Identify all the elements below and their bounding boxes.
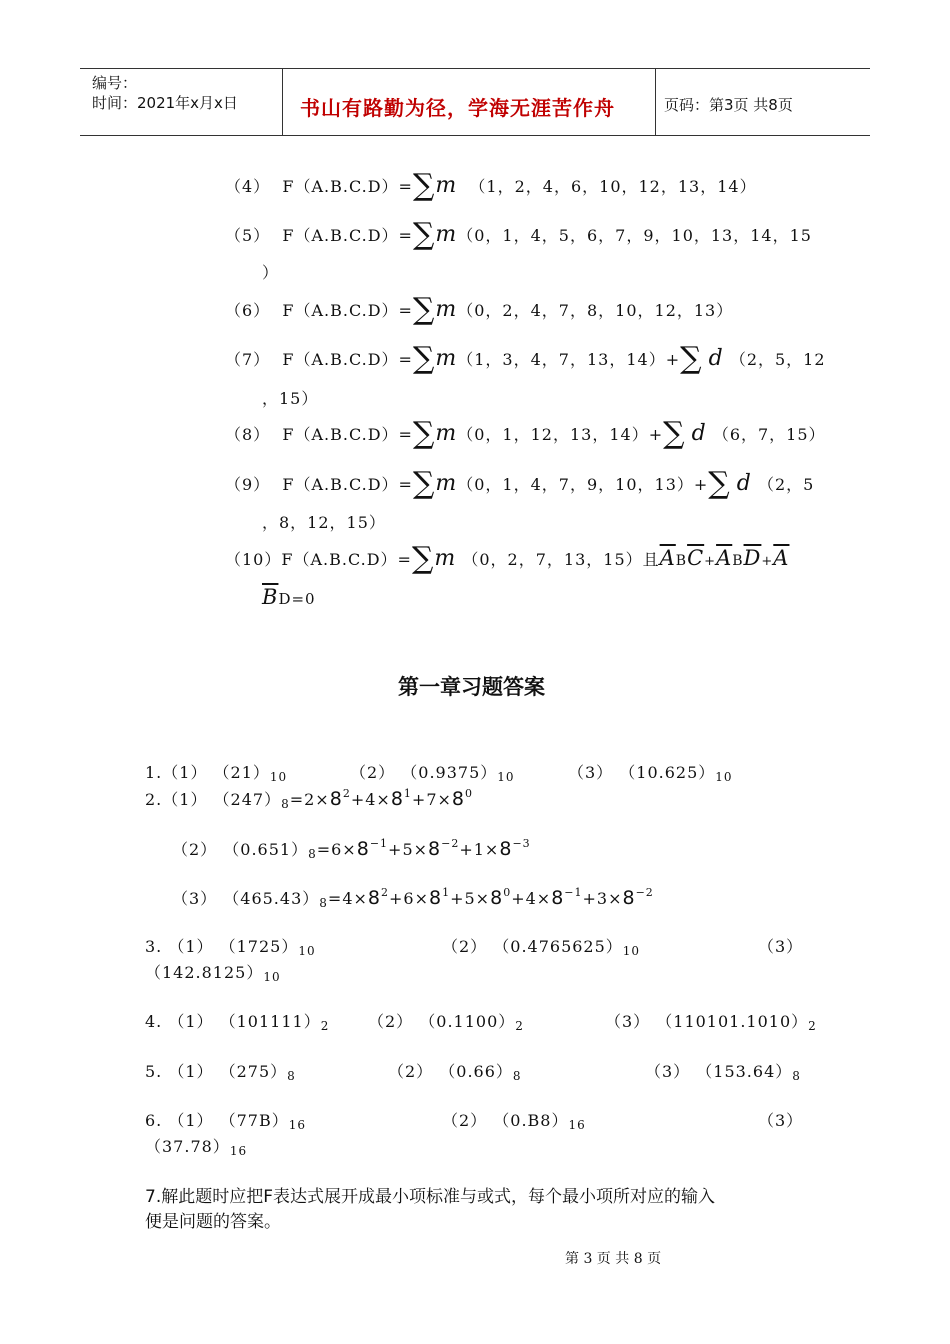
answer-6: 6. （1） $(77B)_{16}$ xyxy=(145,1111,307,1132)
sum-symbol-icon: ∑ xyxy=(680,341,703,376)
answer-6-part-3: （3） xyxy=(758,1111,804,1130)
expression-6: （6） F（A.B.C.D）=∑m（0，2，4，7，8，10，12，13） xyxy=(225,292,734,327)
answer-5-part-3: （3） $(153.64)_8$ xyxy=(645,1062,801,1083)
header-page-info: 页码：第3页 共8页 xyxy=(664,96,793,114)
sum-symbol-icon: ∑ xyxy=(411,541,435,576)
answer-2-part-1: 2.（1） $(247)_8=2\times 8^2+4\times 8^1+7\times 8^0$ xyxy=(145,787,473,811)
expression-7: （7） F（A.B.C.D）=∑m（1，3，4，7，13，14）+∑ d （2，5，12 xyxy=(225,341,826,376)
answer-4: 4. （1） $(101111)_2$ xyxy=(145,1012,330,1033)
answer-5: 5. （1） $(275)_8$ xyxy=(145,1062,296,1083)
sum-symbol-icon: ∑ xyxy=(412,217,436,252)
answer-3: 3. （1） $(1725)_{10}$ xyxy=(145,937,316,958)
answer-7-line-1: 7.解此题时应把F表达式展开成最小项标准与或式，每个最小项所对应的输入 xyxy=(145,1187,715,1207)
sum-symbol-icon: ∑ xyxy=(412,292,436,327)
answer-6-part-2: （2） $(0.B8)_{16}$ xyxy=(442,1111,586,1132)
expression-9-continuation: ，8，12，15） xyxy=(262,513,386,532)
page-footer: 第 3 页 共 8 页 xyxy=(565,1251,662,1267)
answer-3-part-3: （3） xyxy=(758,937,804,956)
document-date: 时间：2021年x月x日 xyxy=(92,94,238,112)
answer-3-part-2: （2） $(0.4765625)_{10}$ xyxy=(442,937,641,958)
answer-3-part-3-value: $(142.8125)_{10}$ xyxy=(145,963,281,984)
expression-10: （10）F（A.B.C.D）=∑m （0，2，7，13，15）且$\overline{A}B\overline{C}+\overline{A}B\overline{D}+\overline{A}$ xyxy=(225,541,790,576)
sum-symbol-icon: ∑ xyxy=(708,466,731,501)
expression-9: （9） F（A.B.C.D）=∑m（0，1，4，7，9，10，13）+∑ d （2，5 xyxy=(225,466,815,501)
answer-4-part-3: （3） $(110101.1010)_2$ xyxy=(605,1012,817,1033)
answer-1-part-3: （3） $(10.625)_{10}$ xyxy=(568,763,733,784)
answer-5-part-2: （2） $(0.66)_8$ xyxy=(388,1062,522,1083)
answer-4-part-2: （2） $(0.1100)_2$ xyxy=(368,1012,524,1033)
expression-4: （4） F（A.B.C.D）=∑m （1，2，4，6，10，12，13，14） xyxy=(225,168,757,203)
answer-6-part-3-value: $(37.78)_{16}$ xyxy=(145,1137,248,1158)
section-title: 第一章习题答案 xyxy=(398,675,545,699)
answer-7-line-2: 便是问题的答案。 xyxy=(145,1212,281,1232)
expression-8: （8） F（A.B.C.D）=∑m（0，1，12，13，14）+∑ d （6，7，15） xyxy=(225,416,826,451)
document-number-label: 编号： xyxy=(92,74,138,92)
expression-7-continuation: ，15） xyxy=(262,389,319,408)
header-motto: 书山有路勤为径，学海无涯苦作舟 xyxy=(300,96,615,120)
answer-2-part-3: （3） $(465.43)_8=4\times 8^2+6\times 8^1+5\times 8^0+4\times 8^{-1}+3\times 8^{-2}$ xyxy=(172,886,654,910)
answer-2-part-2: （2） $(0.651)_8=6\times 8^{-1}+5\times 8^{-2}+1\times 8^{-3}$ xyxy=(172,837,531,861)
sum-symbol-icon: ∑ xyxy=(412,416,436,451)
sum-symbol-icon: ∑ xyxy=(412,341,436,376)
sum-symbol-icon: ∑ xyxy=(663,416,686,451)
sum-symbol-icon: ∑ xyxy=(412,168,436,203)
answer-1-part-2: （2） $(0.9375)_{10}$ xyxy=(350,763,515,784)
sum-symbol-icon: ∑ xyxy=(412,466,436,501)
expression-5: （5） F（A.B.C.D）=∑m（0，1，4，5，6，7，9，10，13，14，15 xyxy=(225,217,812,252)
answer-1: 1.（1） $(21)_{10}$ xyxy=(145,763,288,784)
expression-5-continuation: ） xyxy=(262,263,280,282)
expression-10-continuation: $\overline{B}D=0$ xyxy=(262,585,316,609)
